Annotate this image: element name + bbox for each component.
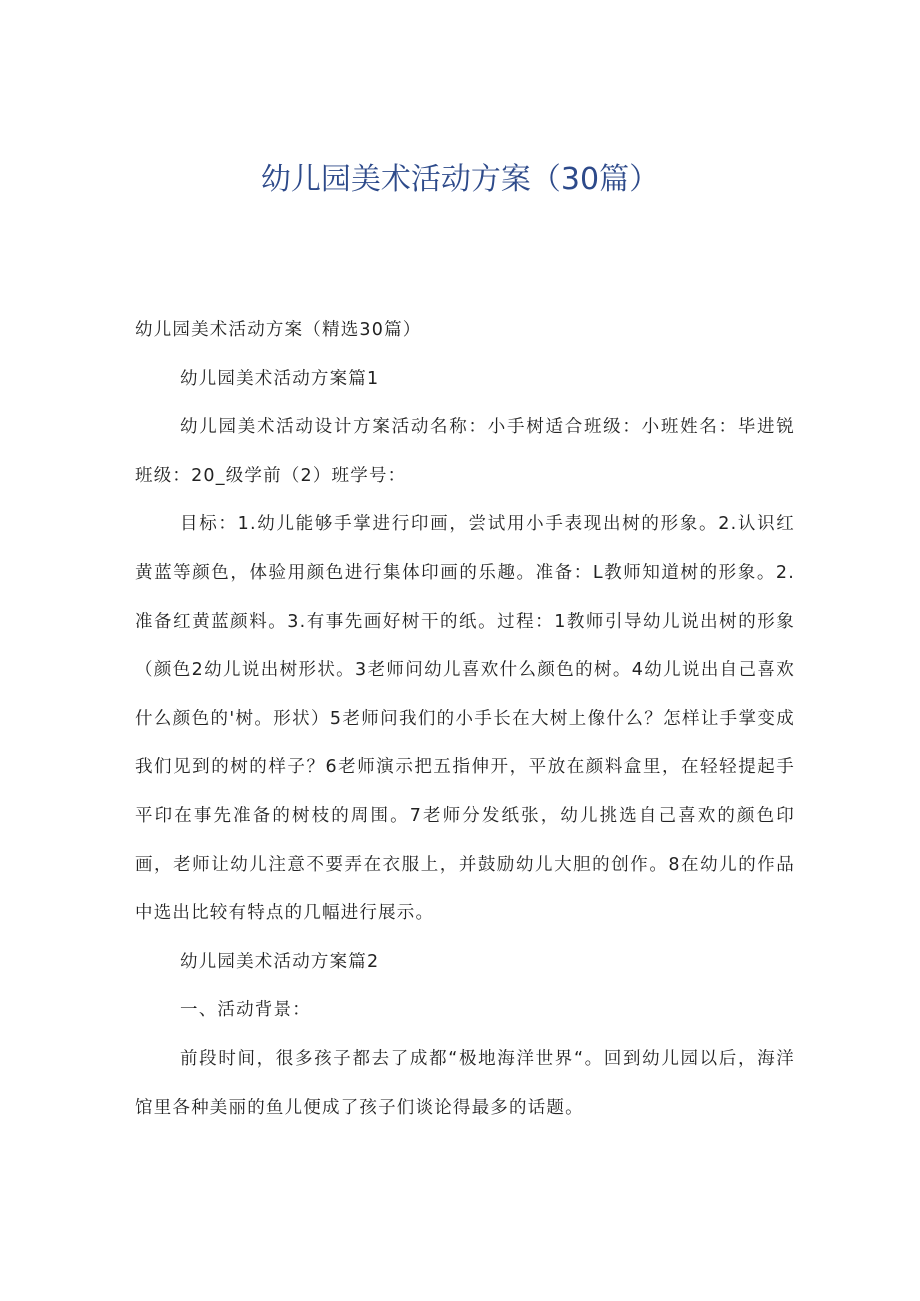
section-heading-1: 幼儿园美术活动方案篇1 <box>180 368 380 389</box>
subheading-background: 一、活动背景： <box>180 1000 311 1021</box>
paragraph-background: 前段时间，很多孩子都去了成都“极地海洋世界“。回到幼儿园以后，海洋馆里各种美丽的鱼儿便成了孩子们谈论得最多的话题。 <box>135 1048 795 1118</box>
section-heading-2: 幼儿园美术活动方案篇2 <box>180 951 380 972</box>
paragraph-intro: 幼儿园美术活动方案（精选30篇） <box>135 320 422 340</box>
document-title: 幼儿园美术活动方案（30篇） <box>260 162 660 197</box>
paragraph-activity-info: 幼儿园美术活动设计方案活动名称：小手树适合班级：小班姓名：毕进锐班级：20_级学前（2）班学号： <box>135 417 795 486</box>
document-body <box>135 306 795 1132</box>
paragraph-goals-process: 目标：1.幼儿能够手掌进行印画，尝试用小手表现出树的形象。2.认识红黄蓝等颜色，体验用颜色进行集体印画的乐趣。准备：L教师知道树的形象。2.准备红黄蓝颜料。3.有事先画好树干的纸。过程：1教师引导幼儿说出树的形象（颜色2幼儿说出树形状。3老师问幼儿喜欢什么颜色的树。4幼儿说出自己喜欢什么颜色的'树。形状）5老师问我们的小手长在大树上像什么？怎样让手掌变成我们见到的树的样子？6老师演示把五指伸开，平放在颜料盒里，在轻轻提起手平印在事先准备的树枝的周围。7老师分发纸张，幼儿挑选自己喜欢的颜色印画，老师让幼儿注意不要弄在衣服上，并鼓励幼儿大胆的创作。8在幼儿的作品中选出比较有特点的几幅进行展示。 <box>135 514 795 924</box>
